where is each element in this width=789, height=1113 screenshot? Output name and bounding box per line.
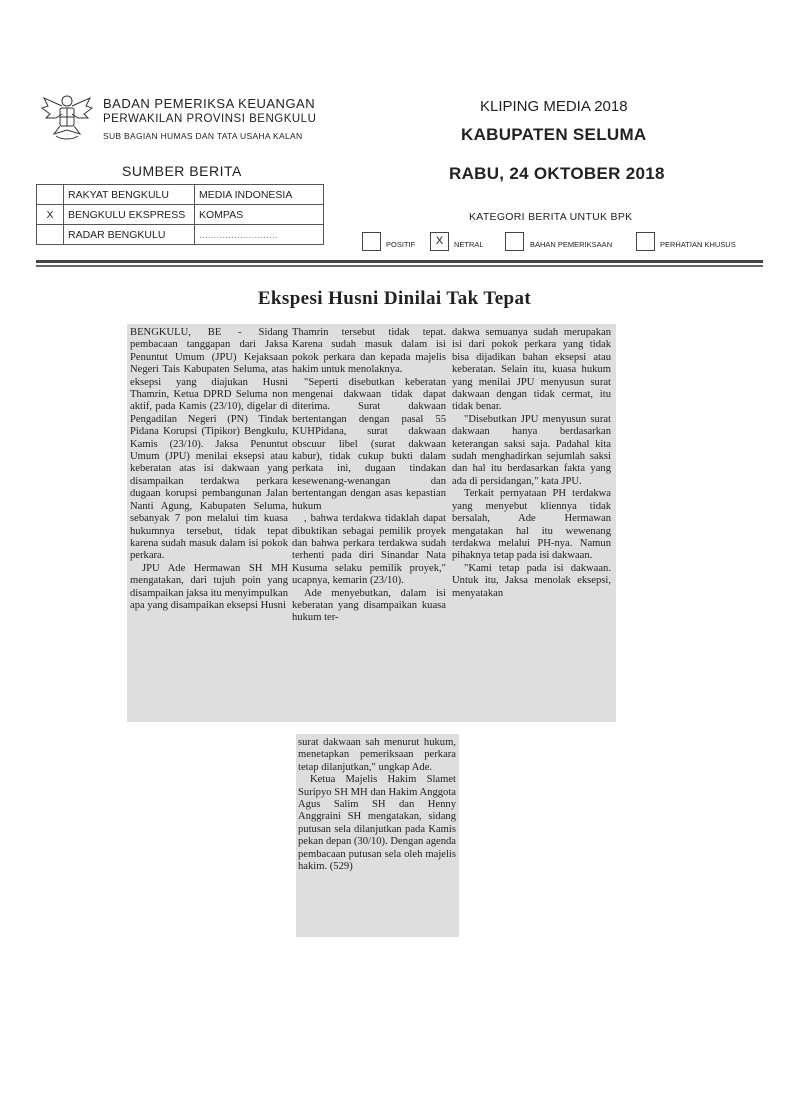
article-column-2: [292, 327, 446, 719]
source-row: [37, 225, 324, 245]
article-paragraph: Ketua Majelis Hakim Slamet Suripyo SH MH dan Hakim Anggota Agus Salim SH dan Henny Anggraini SH mengatakan, sidang putusan sela dilanjutkan pada Kamis pekan depan (30/10). Dengan agenda pembacaan putusan sela oleh majelis hakim. (529): [298, 774, 456, 873]
bahan-pemeriksaan-label: BAHAN PEMERIKSAAN: [530, 240, 613, 249]
source-name: RAKYAT BENGKULU: [64, 185, 195, 205]
source-row: [37, 185, 324, 205]
article-paragraph: "Seperti disebutkan keberatan mengenai dakwaan tidak dapat diterima. Surat dakwaan bertentangan dengan pasal 55 KUHPidana, surat dakwaan obscuur libel (surat dakwaan kabur), tidak cukup bukti dalam perkata ini, dugaan tindakan kesewenang-wenangan dan bertentangan dengan asas kepastian hukum: [292, 376, 446, 512]
source-name: RADAR BENGKULU: [64, 225, 195, 245]
article-headline: Ekspesi Husni Dinilai Tak Tepat: [257, 288, 532, 309]
source-name: MEDIA INDONESIA: [195, 185, 324, 205]
netral-label: NETRAL: [454, 240, 484, 249]
date-title: RABU, 24 OKTOBER 2018: [449, 164, 665, 183]
article-paragraph: JPU Ade Hermawan SH MH mengatakan, dari tujuh poin yang disampaikan jaksa itu menyimpulkan apa yang disampaikan eksepsi Husni: [130, 562, 288, 611]
source-mark: [37, 225, 64, 245]
sumber-berita-table: [36, 184, 324, 245]
article-column-1: [130, 327, 288, 719]
org-department: SUB BAGIAN HUMAS DAN TATA USAHA KALAN: [103, 131, 303, 141]
source-name: KOMPAS: [195, 205, 324, 225]
kabupaten-title: KABUPATEN SELUMA: [461, 125, 647, 144]
article-column-4: [298, 737, 456, 935]
garuda-emblem-icon: [36, 86, 98, 148]
source-name-blank: ...........................: [195, 225, 324, 245]
article-paragraph: Terkait pernyataan PH terdakwa yang menyebut kliennya tidak bersalah, Ade Hermawan mengatakan hal itu wewenang terdakwa melalui PH-nya. Namun pihaknya tetap pada isi dakwaan.: [452, 488, 611, 562]
article-paragraph: Ade menyebutkan, dalam isi keberatan yang disampaikan kuasa hukum ter-: [292, 587, 446, 624]
positif-checkbox[interactable]: [362, 232, 381, 251]
source-mark: [37, 185, 64, 205]
org-subtitle: PERWAKILAN PROVINSI BENGKULU: [103, 113, 317, 125]
bahan-pemeriksaan-checkbox[interactable]: [505, 232, 524, 251]
positif-label: POSITIF: [386, 240, 416, 249]
kategori-title: KATEGORI BERITA UNTUK BPK: [469, 211, 633, 223]
article-paragraph: BENGKULU, BE - Sidang pembacaan tanggapan dari Jaksa Penuntut Umum (JPU) Kejaksaan Negeri Tais Kabupaten Seluma, atas eksepsi yang diajukan Husni Thamrin, Ketua DPRD Seluma non aktif, pada Kamis (23/10), digelar di Pengadilan Negeri (PN) Tindak Pidana Korupsi (Tipikor) Bengkulu, Kamis (23/10). Jaksa Penuntut Umum (JPU) menilai eksepsi atau keberatan atas isi dakwaan yang disampaikan terdakwa perkara dugaan korupsi pembangunan Jalan Nanti Agung, Kabupaten Seluma, sebanyak 7 pon melalui tim kuasa hukumnya tersebut, tidak tepat karena sudah masuk dalam isi pokok perkara.: [130, 327, 288, 562]
article-paragraph: surat dakwaan sah menurut hukum, menetapkan pemeriksaan perkara tetap dilanjutkan," ungkap Ade.: [298, 737, 456, 773]
sumber-berita-title: SUMBER BERITA: [122, 163, 242, 179]
article-paragraph: "Kami tetap pada isi dakwaan. Untuk itu, Jaksa menolak eksepsi, menyatakan: [452, 562, 611, 599]
article-paragraph: "Disebutkan JPU menyusun surat dakwaan hanya berdasarkan keterangan saksi saja. Padahal kita sudah menghadirkan sejumlah saksi dan hal itu berdasarkan fakta yang ada di persidangan," kata JPU.: [452, 413, 611, 487]
article-column-3: [452, 327, 611, 719]
netral-checkbox[interactable]: X: [430, 232, 449, 251]
org-name: BADAN PEMERIKSA KEUANGAN: [103, 96, 316, 111]
header-divider: [36, 260, 763, 263]
article-paragraph: , bahwa terdakwa tidaklah dapat dibuktikan sebagai pemilik proyek dan bahwa perkara terdakwa sudah terhenti pada diri Sinandar Nata Kusuma selaku pemilik proyek," ucapnya, kemarin (23/10).: [292, 513, 446, 587]
article-paragraph: dakwa semuanya sudah merupakan isi dari pokok perkara yang tidak bisa dijadikan bahan eksepsi atau keberatan. Selain itu, kuasa hukum yang menilai JPU menyusun surat dakwaan dengan tidak cermat, itu tidak benar.: [452, 327, 611, 413]
perhatian-khusus-label: PERHATIAN KHUSUS: [660, 240, 736, 249]
perhatian-khusus-checkbox[interactable]: [636, 232, 655, 251]
source-name: BENGKULU EKSPRESS: [64, 205, 195, 225]
article-paragraph: Thamrin tersebut tidak tepat. Karena sudah masuk dalam isi pokok perkara dan kepada majelis hakim untuk menolaknya.: [292, 327, 446, 376]
source-mark: X: [37, 205, 64, 225]
source-row: [37, 205, 324, 225]
kliping-title: KLIPING MEDIA 2018: [480, 98, 628, 115]
header-divider: [36, 265, 763, 267]
